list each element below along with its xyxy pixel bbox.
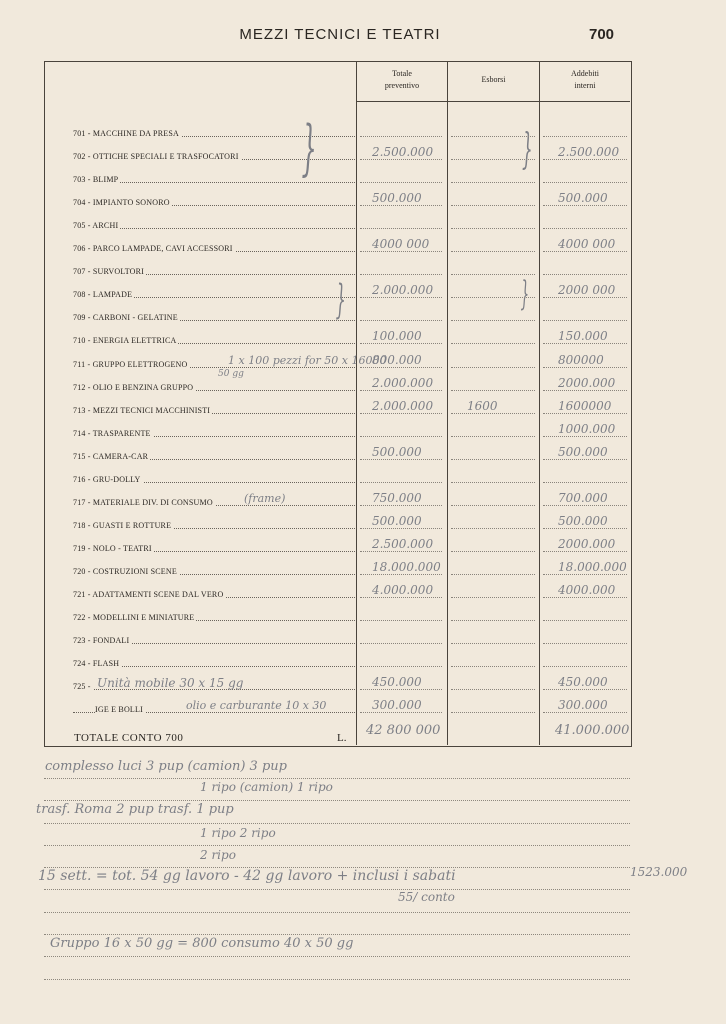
cell-rule	[360, 551, 442, 552]
brace-mark: }	[520, 274, 530, 314]
row-label: 717 - MATERIALE DIV. DI CONSUMO	[73, 498, 213, 507]
table-row	[73, 421, 355, 444]
cell-rule	[360, 528, 442, 529]
table-row	[73, 282, 355, 305]
row-label: 719 - NOLO - TEATRI	[73, 544, 152, 553]
cell-rule	[451, 643, 535, 644]
cell-rule	[360, 159, 442, 160]
row-label: 720 - COSTRUZIONI SCENE	[73, 567, 177, 576]
cell-rule	[451, 551, 535, 552]
handwritten-row-note: olio e carburante 10 x 30	[186, 699, 327, 712]
column-header-label: Esborsi	[481, 75, 506, 84]
column-header-esborsi	[448, 74, 539, 86]
cell-rule	[543, 459, 627, 460]
amount-addebiti: 150.000	[558, 329, 608, 343]
cell-rule	[360, 459, 442, 460]
cell-rule	[360, 251, 442, 252]
amount-preventivo: 500.000	[372, 191, 422, 205]
amount-addebiti: 2000 000	[558, 283, 616, 297]
amount-addebiti: 700.000	[558, 491, 608, 505]
cell-rule	[543, 505, 627, 506]
cell-rule	[451, 436, 535, 437]
ruled-line	[44, 800, 630, 801]
ruled-line	[44, 912, 630, 913]
cell-rule	[451, 597, 535, 598]
amount-preventivo: 500.000	[372, 514, 422, 528]
row-label: 701 - MACCHINE DA PRESA	[73, 129, 179, 138]
cell-rule	[451, 689, 535, 690]
amount-preventivo: 4000 000	[372, 237, 430, 251]
row-label: 704 - IMPIANTO SONORO	[73, 198, 170, 207]
row-label: 703 - BLIMP	[73, 175, 119, 184]
brace-mark: }	[522, 124, 533, 173]
handwritten-row-note: 50 gg	[218, 369, 244, 379]
total-label: TOTALE CONTO 700	[74, 732, 184, 744]
handwritten-row-note: 1 x 100 pezzi for 50 x 16000	[228, 354, 387, 367]
amount-addebiti: 500.000	[558, 514, 608, 528]
row-label: 716 - GRU-DOLLY	[73, 475, 141, 484]
ruled-line	[44, 956, 630, 957]
ruled-line	[44, 979, 630, 980]
amount-preventivo: 18.000.000	[372, 560, 441, 574]
handwritten-note: 1 ripo 2 ripo	[200, 826, 276, 840]
cell-rule	[360, 482, 442, 483]
brace-mark: }	[335, 277, 346, 323]
amount-preventivo: 450.000	[372, 675, 422, 689]
amount-preventivo: 750.000	[372, 491, 422, 505]
ruled-line	[44, 934, 630, 935]
cell-rule	[451, 528, 535, 529]
cell-rule	[543, 228, 627, 229]
table-row	[73, 305, 355, 328]
cell-rule	[451, 228, 535, 229]
cell-rule	[360, 597, 442, 598]
column-header-label: Addebiti interni	[571, 69, 599, 90]
handwritten-note: 55/ conto	[398, 890, 455, 904]
row-label: 710 - ENERGIA ELETTRICA	[73, 336, 177, 345]
cell-rule	[543, 574, 627, 575]
row-label: 722 - MODELLINI E MINIATURE	[73, 613, 195, 622]
cell-rule	[360, 712, 442, 713]
cell-rule	[543, 413, 627, 414]
total-addebiti: 41.000.000	[555, 723, 630, 738]
cell-rule	[451, 712, 535, 713]
amount-addebiti: 1000.000	[558, 422, 616, 436]
amount-addebiti: 450.000	[558, 675, 608, 689]
cell-rule	[451, 182, 535, 183]
handwritten-row-note: Unità mobile 30 x 15 gg	[97, 676, 244, 690]
row-label: 721 - ADATTAMENTI SCENE DAL VERO	[73, 590, 224, 599]
column-header-totale-preventivo	[357, 68, 447, 92]
ruled-line	[44, 823, 630, 824]
amount-addebiti: 800000	[558, 353, 604, 367]
cell-rule	[451, 620, 535, 621]
total-preventivo: 42 800 000	[366, 723, 441, 738]
cell-rule	[451, 320, 535, 321]
cell-rule	[360, 505, 442, 506]
table-row	[73, 651, 355, 674]
cell-rule	[543, 159, 627, 160]
table-row	[73, 536, 355, 559]
total-currency: L.	[337, 732, 347, 744]
cell-rule	[451, 390, 535, 391]
cell-rule	[451, 413, 535, 414]
amount-addebiti: 2000.000	[558, 537, 616, 551]
column-divider	[539, 61, 540, 745]
page-title: MEZZI TECNICI E TEATRI	[239, 26, 441, 43]
amount-addebiti: 18.000.000	[558, 560, 627, 574]
cell-rule	[360, 643, 442, 644]
cell-rule	[451, 482, 535, 483]
table-row	[73, 513, 355, 536]
column-header-addebiti-interni	[540, 68, 630, 92]
cell-rule	[360, 574, 442, 575]
cell-rule	[543, 251, 627, 252]
amount-preventivo: 2.000.000	[372, 399, 434, 413]
amount-addebiti: 500.000	[558, 445, 608, 459]
amount-preventivo: 100.000	[372, 329, 422, 343]
cell-rule	[360, 367, 442, 368]
amount-preventivo: 800.000	[372, 353, 422, 367]
cell-rule	[451, 574, 535, 575]
cell-rule	[543, 528, 627, 529]
cell-rule	[360, 689, 442, 690]
amount-preventivo: 4.000.000	[372, 583, 434, 597]
cell-rule	[451, 505, 535, 506]
cell-rule	[543, 643, 627, 644]
header-rule	[356, 101, 630, 102]
amount-addebiti: 300.000	[558, 698, 608, 712]
row-label: 715 - CAMERA-CAR	[73, 452, 149, 461]
handwritten-row-note: (frame)	[244, 492, 286, 505]
table-row	[73, 628, 355, 651]
row-label: 718 - GUASTI E ROTTURE	[73, 521, 172, 530]
cell-rule	[360, 205, 442, 206]
cell-rule	[543, 597, 627, 598]
cell-rule	[451, 343, 535, 344]
row-label: 713 - MEZZI TECNICI MACCHINISTI	[73, 406, 211, 415]
row-label: 707 - SURVOLTORI	[73, 267, 145, 276]
table-row	[73, 259, 355, 282]
cell-rule	[360, 390, 442, 391]
row-label: IGE E BOLLI	[95, 705, 143, 714]
cell-rule	[451, 274, 535, 275]
row-label: 712 - OLIO E BENZINA GRUPPO	[73, 383, 194, 392]
amount-addebiti: 2000.000	[558, 376, 616, 390]
page-number: 700	[589, 26, 615, 43]
column-divider	[356, 61, 357, 745]
cell-rule	[543, 712, 627, 713]
row-label: 709 - CARBONI - GELATINE	[73, 313, 178, 322]
handwritten-note: Gruppo 16 x 50 gg = 800 consumo 40 x 50 gg	[50, 936, 354, 951]
cell-rule	[360, 182, 442, 183]
amount-preventivo: 300.000	[372, 698, 422, 712]
amount-addebiti: 4000.000	[558, 583, 616, 597]
cell-rule	[543, 136, 627, 137]
cell-rule	[451, 251, 535, 252]
cell-rule	[360, 620, 442, 621]
cell-rule	[543, 182, 627, 183]
handwritten-note: complesso luci 3 pup (camion) 3 pup	[45, 759, 287, 774]
amount-preventivo: 500.000	[372, 445, 422, 459]
amount-preventivo: 2.000.000	[372, 283, 434, 297]
row-label: 724 - FLASH	[73, 659, 120, 668]
handwritten-note: 2 ripo	[200, 848, 236, 862]
cell-rule	[451, 459, 535, 460]
cell-rule	[543, 297, 627, 298]
cell-rule	[543, 551, 627, 552]
cell-rule	[543, 343, 627, 344]
row-label: 705 - ARCHI	[73, 221, 119, 230]
table-row	[73, 490, 355, 513]
cell-rule	[543, 482, 627, 483]
table-row	[73, 328, 355, 351]
amount-preventivo: 2.500.000	[372, 145, 434, 159]
amount-addebiti: 1600000	[558, 399, 612, 413]
ruled-line	[44, 778, 630, 779]
amount-esborsi: 1600	[467, 399, 498, 413]
row-label: 714 - TRASPARENTE	[73, 429, 151, 438]
row-label: 725 -	[73, 682, 91, 691]
cell-rule	[543, 320, 627, 321]
cell-rule	[451, 666, 535, 667]
amount-addebiti: 2.500.000	[558, 145, 620, 159]
handwritten-note: 15 sett. = tot. 54 gg lavoro - 42 gg lavoro + inclusi i sabati	[38, 868, 456, 884]
table-row	[73, 398, 355, 421]
ruled-line	[44, 889, 630, 890]
cell-rule	[543, 689, 627, 690]
cell-rule	[360, 413, 442, 414]
column-divider	[447, 61, 448, 745]
table-row	[73, 190, 355, 213]
row-label: 723 - FONDALI	[73, 636, 130, 645]
handwritten-note: 1523.000	[630, 865, 688, 879]
cell-rule	[360, 343, 442, 344]
table-row	[73, 213, 355, 236]
table-row	[73, 559, 355, 582]
cell-rule	[451, 136, 535, 137]
ruled-line	[44, 845, 630, 846]
table-row	[73, 444, 355, 467]
column-header-label: Totale preventivo	[384, 69, 420, 90]
amount-preventivo: 2.000.000	[372, 376, 434, 390]
handwritten-note: trasf. Roma 2 pup trasf. 1 pup	[36, 802, 234, 817]
table-row	[73, 605, 355, 628]
table-row	[73, 375, 355, 398]
cell-rule	[543, 620, 627, 621]
row-label: 706 - PARCO LAMPADE, CAVI ACCESSORI	[73, 244, 233, 253]
cell-rule	[451, 297, 535, 298]
cell-rule	[360, 320, 442, 321]
amount-preventivo: 2.500.000	[372, 537, 434, 551]
amount-addebiti: 4000 000	[558, 237, 616, 251]
cell-rule	[360, 666, 442, 667]
row-label: 702 - OTTICHE SPECIALI E TRASFOCATORI	[73, 152, 239, 161]
cell-rule	[543, 436, 627, 437]
cell-rule	[360, 297, 442, 298]
cell-rule	[451, 159, 535, 160]
cell-rule	[543, 274, 627, 275]
cell-rule	[360, 136, 442, 137]
cell-rule	[543, 390, 627, 391]
row-label: 708 - LAMPADE	[73, 290, 133, 299]
brace-mark: }	[301, 113, 317, 183]
cell-rule	[543, 367, 627, 368]
amount-addebiti: 500.000	[558, 191, 608, 205]
table-row	[73, 236, 355, 259]
cell-rule	[360, 274, 442, 275]
row-label: 711 - GRUPPO ELETTROGENO	[73, 360, 188, 369]
cell-rule	[360, 228, 442, 229]
cell-rule	[360, 436, 442, 437]
handwritten-note: 1 ripo (camion) 1 ripo	[200, 780, 333, 794]
table-row	[73, 467, 355, 490]
cell-rule	[543, 666, 627, 667]
cell-rule	[451, 367, 535, 368]
table-row	[73, 582, 355, 605]
cell-rule	[543, 205, 627, 206]
cell-rule	[451, 205, 535, 206]
